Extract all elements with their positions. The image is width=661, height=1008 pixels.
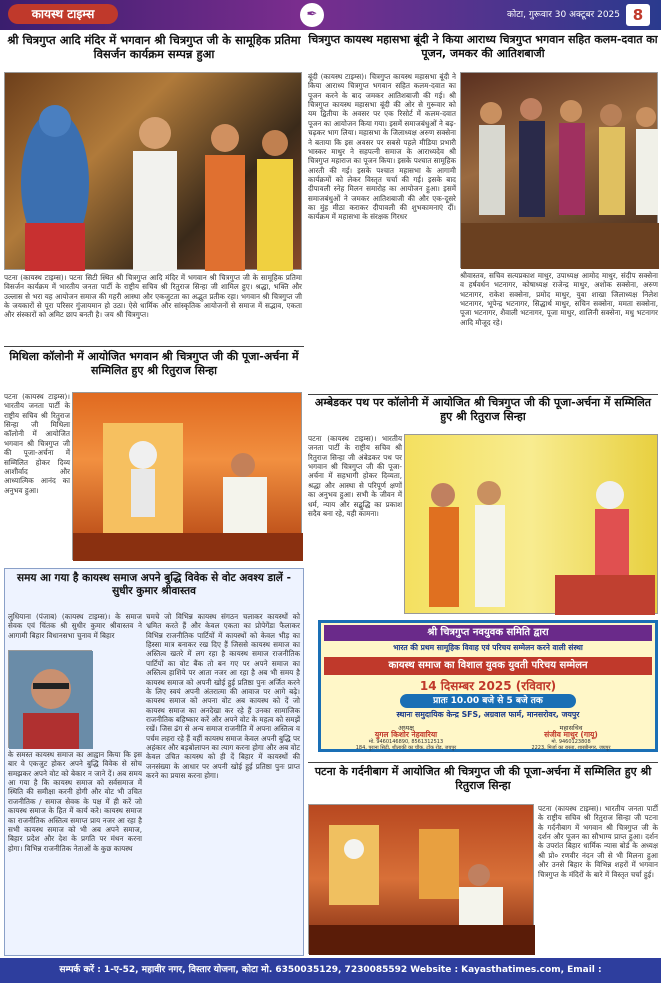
advert-right-contact: मो. 9460123808 — [551, 739, 591, 745]
footer-contact-bar: सम्पर्क करें : 1-ए-52, महावीर नगर, विस्तार योजना, कोटा मो. 6350035129, 7230085592 Website : Kayasthatimes.com, Email : contact@kayasthatimes.com — [0, 958, 661, 983]
a6-photo-art — [309, 805, 535, 955]
author-portrait — [9, 651, 93, 749]
a3-headline: मिथिला कॉलोनी में आयोजित भगवान श्री चित्रगुप्त जी की पूजा-अर्चना में सम्मिलित हुए श्री रितुराज सिन्हा — [9, 350, 299, 377]
a2-body-col1: बूंदी (कायस्थ टाइम्स)। चित्रगुप्त कायस्थ महासभा बूंदी ने किया आराध्य चित्रगुप्त भगवान सहित कलम-दवात का पूजन करने के बाद जमकर आतिशबाजी की गई। श्री चित्रगुप्त कायस्थ महासभा बूंदी की ओर से गुरूवार को यम द्वितीया के अवसर पर एक रिसोर्ट में कलम-दवात पूजन का आयोजन किया गया। इसमें समाजबंधुओं ने बढ़-चढ़कर भाग लिया। महासभा के जिलाध्यक्ष अरुण सक्सेना ने बताया कि इस अवसर पर सबसे पहले मीडिया प्रभारी भास्कर माथुर ने सहपत्नी समाज के आराध्यदेव श्री चित्रगुप्त महाराज का पूजन किया। इसके पश्चात सामूहिक आरती की गई। इसके पश्चात महासभा के आगामी कार्यक्रमों को लेकर विस्तृत चर्चा की गई। इसके बाद दीपावली स्नेह मिलन समारोह का आयोजन हुआ। इसमें समाजबंधुओं ने जमकर आतिशबाजी की और एक-दूसरे का मुंह मीठा कराकर दीपावली की शुभकामनाएं दीं। कार्यक्रम में महासभा के संरक्षक गिरधर — [308, 72, 456, 222]
a1-photo-art — [5, 73, 303, 271]
a2-photo-art — [461, 73, 659, 269]
brand-title: कायस्थ टाइम्स — [8, 4, 118, 24]
advert-org: श्री चित्रगुप्त नवयुवक समिति द्वारा — [324, 625, 652, 641]
a2-photo — [460, 72, 658, 268]
a4-headline: अम्बेडकर पथ पर कॉलोनी में आयोजित श्री चित्रगुप्त जी की पूजा-अर्चना में सम्मिलित हुए श्री रितुराज सिन्हा — [314, 396, 652, 423]
a3-body: पटना (कायस्थ टाइम्स)। भारतीय जनता पार्टी के राष्ट्रीय सचिव श्री रितुराज सिन्हा जी मिथिला कॉलोनी में आयोजित भगवान श्री चित्रगुप्त जी की पूजा-अर्चना में सम्मिलित होकर दिव्य आशीर्वाद और आध्यात्मिक आनंद का अनुभव हुआ। — [4, 392, 70, 495]
a1-photo — [4, 72, 302, 270]
advert-right-role: महासचिव — [559, 724, 583, 732]
author-photo — [8, 650, 92, 748]
a5-body-intro: लुधियाना (पंजाब) (कायस्थ टाइम्स)। के समाज सेवक एवं चिंतक श्री सुधीर कुमार श्रीवास्तव ने आगामी बिहार विधानसभा चुनाव में बिहार — [8, 612, 142, 640]
advert-event: कायस्थ समाज का विशाल युवक युवती परिचय सम्मेलन — [324, 657, 652, 675]
advert-time: प्रातः 10.00 बजे से 5 बजे तक — [400, 694, 576, 708]
a2-body-col2: श्रीवास्तव, सचिव सत्यप्रकाश माथुर, उपाध्यक्ष आमोद माथुर, संदीप सक्सेना व हर्षवर्धन भटनागर, कोषाध्यक्ष राजेन्द्र माथुर, अशोक सक्सेना, अरुण भटनागर, राकेश सक्सेना, प्रमोद माथुर, युवा शाखा जिलाध्यक्ष निलेश भटनागर, भूपेन्द्र भटनागर, सिद्धार्थ माथुर, सचिन सक्सेना, ममता सक्सेना, पूजा भटनागर, शैवाली भटनागर, पूजा माथुर, शालिनी सक्सेना, मधु भटनागर आदि मौजूद रहे। — [460, 271, 658, 327]
quill-logo-icon: ✒ — [300, 3, 324, 27]
advert-venue: स्थानः समुदायिक केन्द्र SFS, अग्रवाल फार्म, मानसरोवर, जयपुर — [396, 710, 580, 719]
a5-body-col1: के समस्त कायस्थ समाज का आह्वान किया कि इस बार वे एकजुट होकर अपने बुद्धि विवेक से सोच समझकर अपने वोट को बेकार न जाने दें। अब समय आ गया है कि कायस्थ समाज को सर्वसमाज में स्थिति की समीक्षा करनी होगी और वोट भी उचित राजनीतिक / समाज सेवक के पक्ष में ही करें जो कायस्थ समाज के हित में कार्य करे। कायस्थ समाज का राजनीतिक अस्तित्व समाप्त प्राय नजर आ रहा है सभी कायस्थ समाज को भी अब अपने समाज, बिहार प्रदेश और देश के प्रगति पर मंथन करना होगा। विभिन्न राजनीतिक नेताओं के कुछ कायस्थ — [8, 750, 142, 853]
a1-body: पटना (कायस्थ टाइम्स)। पटना सिटी स्थित श्री चित्रगुप्त आदि मंदिर में भगवान श्री चित्रगुप्त जी के सामूहिक प्रतिमा विसर्जन कार्यक्रम में भारतीय जनता पार्टी के राष्ट्रीय सचिव श्री रितुराज सिन्हा जी शामिल हुए। श्रद्धा, भक्ति और उल्लास से भरा यह आयोजन समाज की गहरी आस्था और एकजुटता का अद्भुत प्रतीक रहा। भगवान श्री चित्रगुप्त जी के जयकारों से पूरा परिसर गुंजायमान हो उठा। ऐसे धार्मिक और सांस्कृतिक आयोजनों से समाज में सद्भाव, एकता और संस्कारों को अमिट छाप बनती है। जय श्री चित्रगुप्त। — [4, 273, 302, 320]
a3-photo-art — [73, 393, 303, 561]
advert-date: 14 दिसम्बर 2025 (रविवार) — [419, 679, 557, 693]
page-number: 8 — [626, 4, 650, 26]
advert-left-contact: मो. 9460146890, 8561312513 — [368, 739, 444, 745]
a5-headline: समय आ गया है कायस्थ समाज अपने बुद्धि विवेक से वोट अवश्य डालें - सुधीर कुमार श्रीवास्तव — [17, 572, 291, 598]
a6-photo — [308, 804, 534, 954]
a6-divider — [308, 762, 658, 763]
a5-body-col2: चमचे जो विभिन्न कायस्थ संगठन चलाकर कायस्थों को भ्रमित करते हैं और केवल एकता का प्रोपेगेंडा फैलाकर विभिन्न राजनीतिक पार्टियों में कायस्थों को केवल भीड़ का हिस्सा मात्र बनाकर रख दिए हैं जिससे कायस्थ समाज का अस्तित्व खतरे में लग रहा है कायस्थ समाज राजनीतिक पार्टियों का वोट बैंक तो बन गए पर अपने समाज का अस्तित्व हाशिये पर आता नजर आ रहा है अब भी समय है कायस्थ समाज को अपनी खोई हुई प्रतिष्ठा पुनः अर्जित करने के लिए स्वयं अपनी अंतरात्मा की आवाज पर आगे बढ़े। कायस्थ समाज को अपना वोट अब कायस्थ को दें जो कायस्थ समाज का अनदेखा कर रहे हैं उनका सामाजिक राजनीतिक बहिष्कार करें और अपने वोट के महत्व को समझें रखें। जिस ढंग से अन्य समाज राजनीति में अपना अस्तित्व व पर्चम लहरा रहे हैं वहीं कायस्थ समाज केवल अपनी बुद्धि पर अहंकार और बड़बोलापन का त्याग करना होगा और अब वोट केवल उचित कायस्थ को ही दें बिहार में कायस्थों की जनसंख्या के आधार पर अपनी खोई हुई प्रतिष्ठा पुनः प्राप्त करने का प्रयास करना होगा। — [146, 612, 301, 781]
advert-right-name: संजीव माथुर (गायू) — [544, 730, 598, 739]
advert-left-name: युगल किशोर नेहवारिया — [374, 730, 438, 739]
a4-photo — [404, 434, 658, 614]
advert-right-address: 2223, मिर्जा का रास्ता, शास्त्रीनगर, जयपुर — [531, 745, 611, 751]
a2-headline: चित्रगुप्त कायस्थ महासभा बूंदी ने किया आराध्य चित्रगुप्त भगवान सहित कलम-दवात का पूजन, जमकर की आतिशबाजी — [308, 33, 658, 60]
masthead — [0, 0, 661, 30]
a3-divider — [4, 346, 304, 347]
a4-divider — [308, 394, 658, 395]
a3-photo — [72, 392, 302, 560]
a1-headline: श्री चित्रगुप्त आदि मंदिर में भगवान श्री चित्रगुप्त जी के सामूहिक प्रतिमा विसर्जन कार्यक्रम सम्पन्न हुआ — [7, 33, 301, 62]
advert-left-role: अध्यक्ष — [398, 724, 414, 732]
advert-tagline: भारत की प्रथम सामूहिक विवाह एवं परिचय सम्मेलन करने वाली संस्था — [393, 643, 583, 652]
a6-headline: पटना के गर्दनीबाग में आयोजित श्री चित्रगुप्त जी की पूजा-अर्चना में सम्मिलित हुए श्री रितुराज सिन्हा — [314, 765, 652, 792]
a6-body: पटना (कायस्थ टाइम्स)। भारतीय जनता पार्टी के राष्ट्रीय सचिव श्री रितुराज सिन्हा जी पटना के गर्दनीबाग में भगवान श्री चित्रगुप्त जी के दर्शन और पूजन का सौभाग्य प्राप्त हुआ। दर्शन के उपरांत बिहार धार्मिक न्यास बोर्ड के अध्यक्ष श्री प्रो० रणवीर नंदन जी से भी मिलना हुआ और उनसे बिहार के विभिन्न शहरों में भगवान चित्रगुप्त के मंदिरों के बारे में विस्तृत चर्चा हुई। — [538, 804, 658, 879]
advert-left-address: 184, पुराना सिटी, शीलाकी का चौक, टोंक रोड, जयपुर — [355, 745, 457, 751]
a4-body: पटना (कायस्थ टाइम्स)। भारतीय जनता पार्टी के राष्ट्रीय सचिव श्री रितुराज सिन्हा जी अंबेडकर पथ पर भगवान श्री चित्रगुप्त जी की पूजा-अर्चना में सहभागी होकर दिव्यता, श्रद्धा और आस्था से परिपूर्ण क्षणों का अनुभव हुआ। सभी के जीवन में धर्म, न्याय और सद्बुद्धि का प्रकाश सदैव बना रहे, यही कामना। — [308, 434, 402, 518]
a4-photo-art — [405, 435, 659, 615]
date-line: कोटा, गुरूवार 30 अक्टूबर 2025 — [507, 10, 620, 20]
